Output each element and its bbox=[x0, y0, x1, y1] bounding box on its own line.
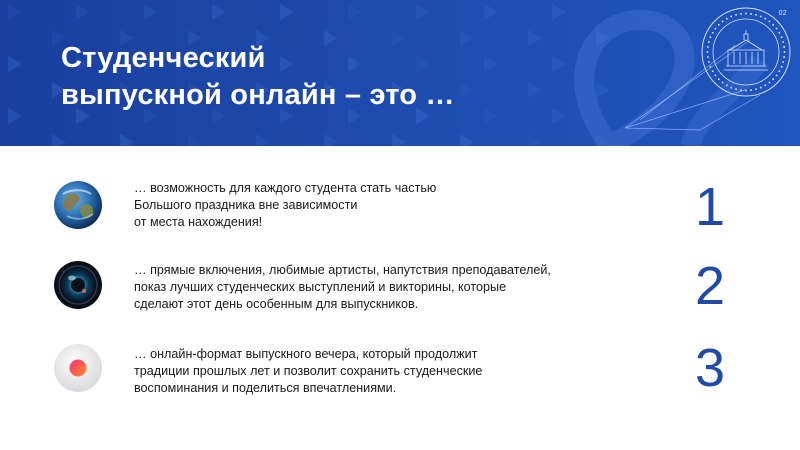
emblem-lettering-mark bbox=[776, 28, 778, 30]
emblem-lettering-mark bbox=[760, 16, 762, 18]
banner-triangle bbox=[324, 134, 338, 146]
emblem-lettering-mark bbox=[707, 51, 709, 53]
emblem-lettering-mark bbox=[769, 21, 771, 23]
emblem-lettering-mark bbox=[745, 90, 747, 92]
emblem-lettering-mark bbox=[772, 24, 774, 26]
emblem-lettering-mark bbox=[779, 70, 781, 72]
emblem-lettering-mark bbox=[781, 66, 783, 68]
banner-triangle bbox=[52, 134, 66, 146]
emblem-lettering-mark bbox=[755, 14, 757, 16]
emblem-lettering-mark bbox=[781, 36, 783, 38]
emblem-lettering-mark bbox=[779, 32, 781, 34]
page-title: Студенческий выпускной онлайн – это … bbox=[61, 42, 455, 111]
emblem-lettering-mark bbox=[740, 89, 742, 91]
item-3-number: 3 bbox=[694, 338, 726, 398]
emblem-lettering-mark bbox=[707, 46, 709, 48]
emblem-lettering-mark bbox=[707, 56, 709, 58]
emblem-lettering-mark bbox=[750, 13, 752, 15]
emblem-lettering-mark bbox=[782, 41, 784, 43]
emblem-lettering-mark bbox=[745, 13, 747, 15]
banner-triangle bbox=[8, 4, 22, 20]
page-number: 02 bbox=[778, 10, 787, 17]
banner-triangle bbox=[552, 4, 566, 20]
item-2-text: … прямые включения, любимые артисты, напутствия преподавателей, показ лучших студенческих выступлений и викторины, которые сделают этот день особенным для выпускников. bbox=[134, 263, 551, 311]
earth-globe-icon bbox=[53, 180, 103, 230]
emblem-lettering-mark bbox=[782, 61, 784, 63]
header-banner bbox=[0, 0, 800, 146]
emblem-lettering-mark bbox=[726, 85, 728, 87]
emblem-lettering-mark bbox=[776, 75, 778, 77]
banner-triangle bbox=[348, 4, 362, 20]
banner-triangle bbox=[212, 4, 226, 20]
emblem-lettering-mark bbox=[718, 24, 720, 26]
emblem-lettering-mark bbox=[712, 70, 714, 72]
emblem-lettering-mark bbox=[755, 88, 757, 90]
banner-triangle bbox=[120, 134, 134, 146]
item-3-text: … онлайн-формат выпускного вечера, который продолжит традиции прошлых лет и позволит сохранить студенческие воспоминания и поделиться впечатлениями. bbox=[134, 347, 483, 395]
emblem-lettering-mark bbox=[735, 14, 737, 16]
emblem-lettering-mark bbox=[718, 78, 720, 80]
banner-triangle bbox=[596, 82, 610, 98]
banner-triangle bbox=[392, 134, 406, 146]
emblem-lettering-mark bbox=[722, 82, 724, 84]
emblem-lettering-mark bbox=[769, 82, 771, 84]
emblem-lettering-mark bbox=[783, 46, 785, 48]
emblem-lettering-mark bbox=[730, 87, 732, 89]
banner-triangle bbox=[144, 4, 158, 20]
camera-lens-icon bbox=[53, 260, 103, 310]
emblem-lettering-mark bbox=[715, 28, 717, 30]
emblem-lettering-mark bbox=[783, 56, 785, 58]
emblem-lettering-mark bbox=[772, 78, 774, 80]
banner-triangle bbox=[8, 56, 22, 72]
banner-triangle bbox=[256, 134, 270, 146]
item-2-number: 2 bbox=[694, 256, 726, 316]
emblem-lettering-mark bbox=[726, 18, 728, 20]
record-button-icon bbox=[53, 343, 103, 393]
emblem-lettering-mark bbox=[710, 36, 712, 38]
banner-triangle bbox=[76, 4, 90, 20]
banner-triangle bbox=[484, 4, 498, 20]
emblem-lettering-mark bbox=[712, 32, 714, 34]
banner-triangle bbox=[280, 4, 294, 20]
emblem-lettering-mark bbox=[760, 87, 762, 89]
university-emblem-icon bbox=[700, 6, 792, 98]
emblem-lettering-mark bbox=[715, 75, 717, 77]
banner-triangle bbox=[416, 4, 430, 20]
emblem-lettering-mark bbox=[708, 61, 710, 63]
emblem-lettering-mark bbox=[735, 88, 737, 90]
item-1-text: … возможность для каждого студента стать частью Большого праздника вне зависимости от места нахождения! bbox=[134, 181, 437, 229]
emblem-lettering-mark bbox=[710, 66, 712, 68]
emblem-lettering-mark bbox=[722, 21, 724, 23]
banner-triangle bbox=[528, 134, 542, 146]
banner-triangle bbox=[460, 134, 474, 146]
emblem-lettering-mark bbox=[764, 85, 766, 87]
emblem-lettering-mark bbox=[784, 51, 786, 53]
emblem-lettering-mark bbox=[750, 89, 752, 91]
emblem-lettering-mark bbox=[764, 18, 766, 20]
emblem-lettering-mark bbox=[708, 41, 710, 43]
banner-triangle bbox=[8, 108, 22, 124]
emblem-lettering-mark bbox=[740, 13, 742, 15]
item-1-number: 1 bbox=[694, 177, 726, 237]
banner-triangle bbox=[188, 134, 202, 146]
emblem-lettering-mark bbox=[730, 16, 732, 18]
